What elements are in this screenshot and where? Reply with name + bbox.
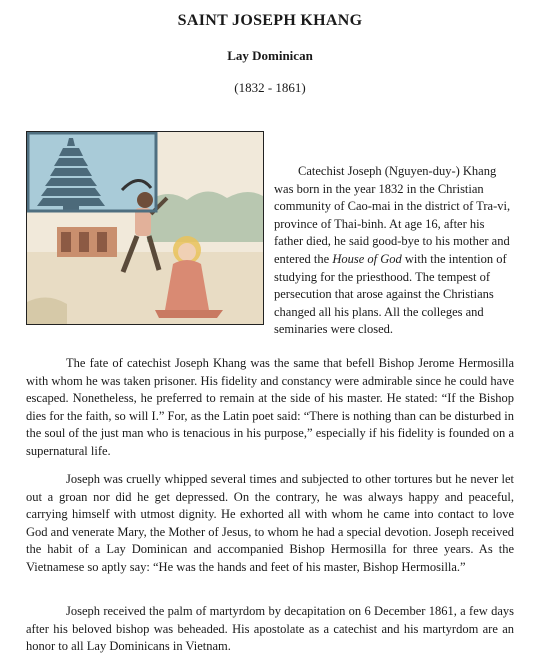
life-dates: (1832 - 1861)	[234, 80, 306, 95]
intro-text-part1: Catechist Joseph (Nguyen-duy-) Khang was born in the year 1832 in the Christian community of Cao-mai in the district of Tra-vi, province of Thai-binh. At age 16, after his father died, he said good-bye to his mother and entered the	[274, 164, 511, 266]
page-title: SAINT JOSEPH KHANG	[177, 12, 363, 29]
paragraph-text: The fate of catechist Joseph Khang was the same that befell Bishop Jerome Hermosilla with whom he was taken prisoner. His fidelity and constancy were admirable since he could have escaped. Nonetheless, he preferred to remain at the side of his master. He stated: “If the Bishop dies for the faith, so will I.” For, as the Latin poet said: “There is nothing than can be disturbed in the soul of the just man who is tenacious in his purpose,” especially if his fidelity is founded on a supernatural life.	[26, 356, 514, 458]
intro-italic-phrase: House of God	[332, 251, 402, 266]
page-subtitle: Lay Dominican	[227, 48, 313, 63]
body-paragraph-3	[26, 603, 514, 656]
body-paragraph-2	[26, 471, 514, 577]
intro-text-part2: with the intention of studying for the priesthood. The tempest of persecution that arose against the Christians changed all his plans. All the colleges and seminaries were closed.	[274, 251, 507, 337]
paragraph-text: Joseph received the palm of martyrdom by decapitation on 6 December 1861, a few days after his beloved bishop was beheaded. His apostolate as a catechist and his martyrdom are an honor to all Lay Dominicans in Vietnam.	[26, 604, 514, 654]
paragraph-text: Joseph was cruelly whipped several times and subjected to other tortures but he never let out a groan nor did he get depressed. On the contrary, he was always happy and peaceful, carrying himself with utmost dignity. He exhorted all with whom he came into contact to love God and venerate Mary, the Mother of Jesus, to whom he had a special devotion. Joseph received the habit of a Lay Dominican and accompanied Bishop Hermosilla for three years. As the Vietnamese so aptly say: “He was the hands and feet of his master, Bishop Hermosilla.”	[26, 472, 514, 574]
temple	[57, 227, 117, 257]
body-paragraph-1	[26, 355, 514, 461]
martyrdom-illustration	[26, 131, 264, 325]
intro-paragraph	[274, 163, 514, 339]
